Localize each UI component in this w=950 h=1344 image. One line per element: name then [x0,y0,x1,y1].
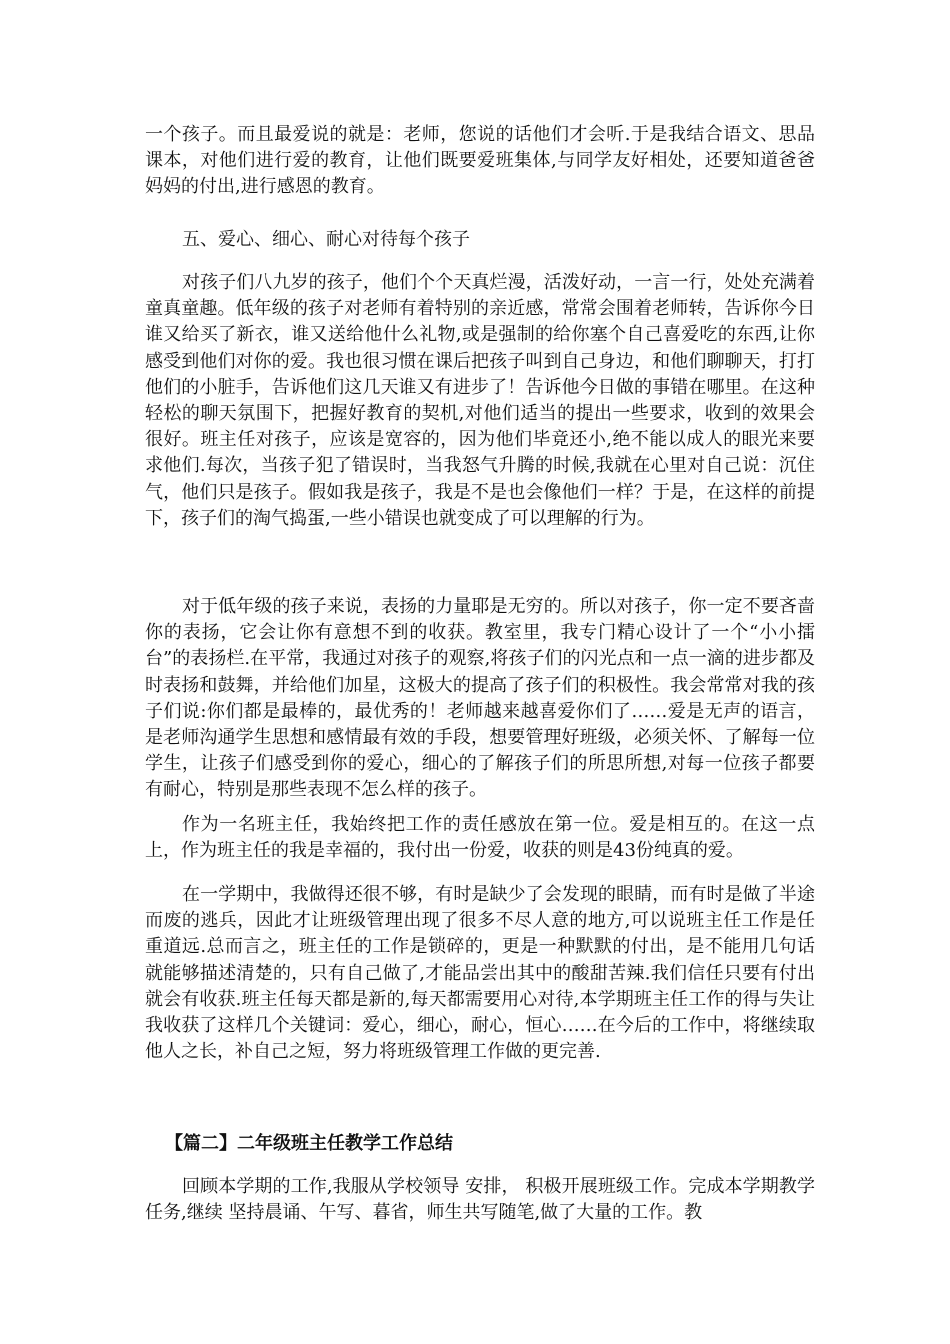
paragraph-1: 一个孩子。而且最爱说的就是：老师，您说的话他们才会听.于是我结合语文、思品课本，对他们进行爱的教育，让他们既要爱班集体,与同学友好相处，还要知道爸爸妈妈的付出,进行感恩的教育。 [145,124,815,198]
section-heading-5: 五、爱心、细心、耐心对待每个孩子 [182,229,470,250]
paragraph-5: 在一学期中，我做得还很不够，有时是缺少了会发现的眼睛，而有时是做了半途而废的逃兵，因此才让班级管理出现了很多不尽人意的地方,可以说班主任工作是任重道远.总而言之，班主任的工作是锁碎的，更是一种默默的付出，是不能用几句话就能够描述清楚的，只有自己做了,才能品尝出其中的酸甜苦辣.我们信任只要有付出就会有收获.班主任每天都是新的,每天都需要用心对待,本学期班主任工作的得与失让我收获了这样几个关键词：爱心，细心，耐心，恒心……在今后的工作中，将继续取他人之长，补自己之短，努力将班级管理工作做的更完善. [145,884,815,1063]
paragraph-4: 作为一名班主任，我始终把工作的责任感放在第一位。爱是相互的。在这一点上，作为班主任的我是幸福的，我付出一份爱，收获的则是43份纯真的爱。 [145,814,815,862]
paragraph-2: 对孩子们八九岁的孩子，他们个个天真烂漫，活泼好动，一言一行，处处充满着童真童趣。低年级的孩子对老师有着特别的亲近感，常常会围着老师转，告诉你今日谁又给买了新衣，谁又送给他什么礼物,或是强制的给你塞个自己喜爱吃的东西,让你感受到他们对你的爱。我也很习惯在课后把孩子叫到自己身边，和他们聊聊天，打打他们的小脏手，告诉他们这几天谁又有进步了！告诉他今日做的事错在哪里。在这种轻松的聊天氛围下，把握好教育的契机,对他们适当的提出一些要求，收到的效果会很好。班主任对孩子，应该是宽容的，因为他们毕竟还小,绝不能以成人的眼光来要求他们.每次，当孩子犯了错误时，当我怒气升腾的时候,我就在心里对自己说：沉住气，他们只是孩子。假如我是孩子，我是不是也会像他们一样？于是，在这样的前提下，孩子们的淘气捣蛋,一些小错误也就变成了可以理解的行为。 [145,272,815,529]
paragraph-6: 回顾本学期的工作,我服从学校领导 安排， 积极开展班级工作。完成本学期教学任务,继续 坚持晨诵、午写、暮省，师生共写随笔,做了大量的工作。教 [145,1176,815,1224]
paragraph-3: 对于低年级的孩子来说，表扬的力量耶是无穷的。所以对孩子，你一定不要吝啬你的表扬，它会让你有意想不到的收获。教室里，我专门精心设计了一个“小小擂台”的表扬栏.在平常，我通过对孩子的观察,将孩子们的闪光点和一点一滴的进步都及时表扬和鼓舞，并给他们加星，这极大的提高了孩子们的积极性。我会常常对我的孩子们说:你们都是最棒的，最优秀的！老师越来越喜爱你们了……爱是无声的语言，是老师沟通学生思想和感情最有效的手段，想要管理好班级，必须关怀、了解每一位学生，让孩子们感受到你的爱心，细心的了解孩子们的所思所想,对每一位孩子都要有耐心，特别是那些表现不怎么样的孩子。 [145,596,815,801]
part-two-heading: 【篇二】二年级班主任教学工作总结 [165,1133,453,1154]
